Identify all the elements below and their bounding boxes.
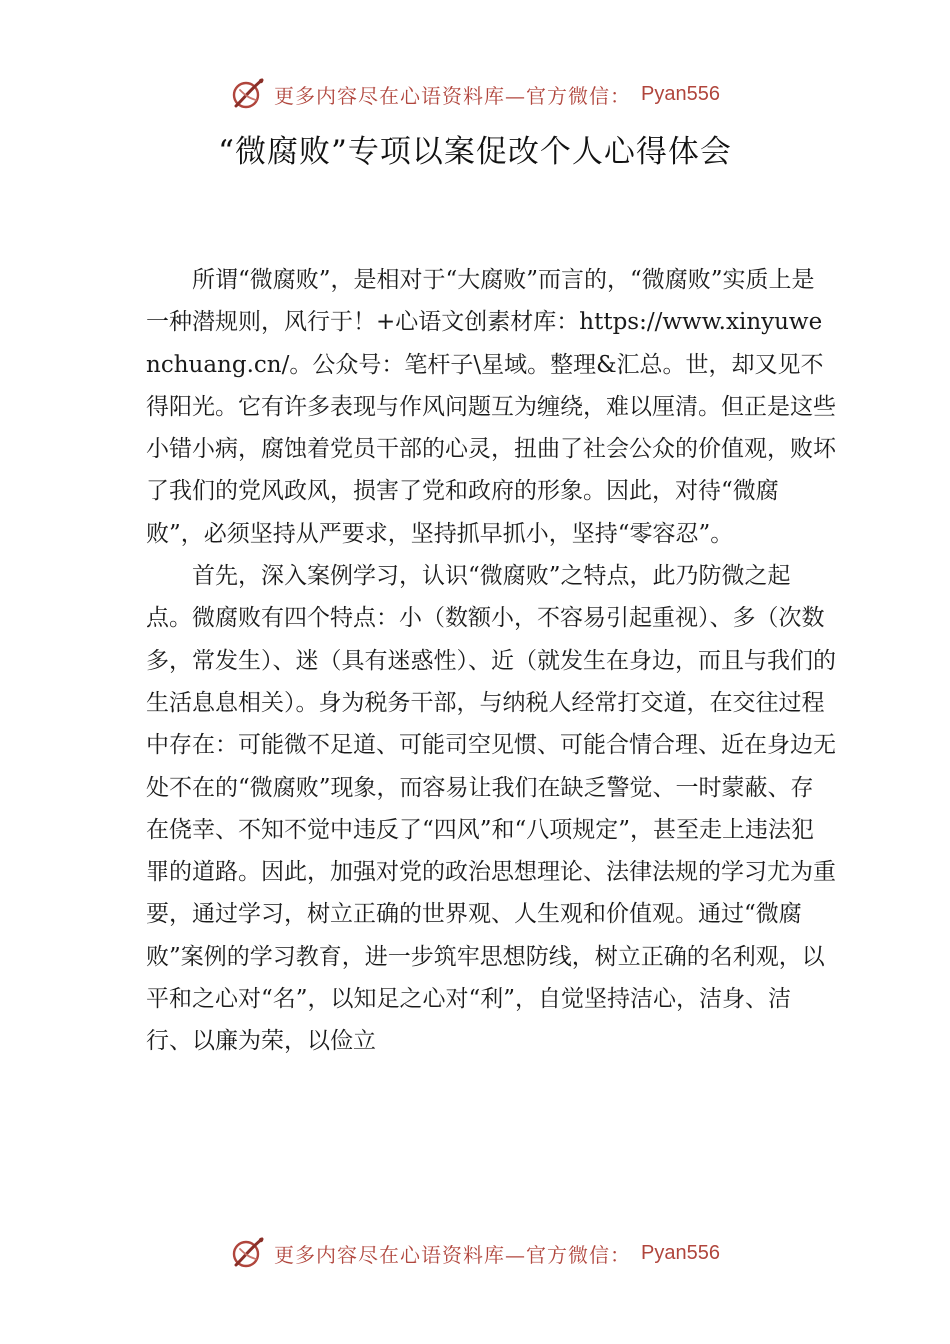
footer-wechat-id: Pyan556 bbox=[641, 1241, 720, 1264]
header-banner bbox=[0, 72, 950, 116]
brush-logo-icon bbox=[230, 76, 266, 112]
footer-banner-text: 更多内容尽在心语资料库—官方微信： bbox=[274, 1242, 632, 1267]
document-body bbox=[146, 259, 836, 1063]
brush-logo-icon bbox=[230, 1235, 266, 1271]
paragraph: 所谓“微腐败”，是相对于“大腐败”而言的，“微腐败”实质上是一种潜规则，风行于！+心语文创素材库：https://www.xinyuwenchuang.cn/。公众号：笔杆子\星域。整理&汇总。世，却又见不得阳光。它有许多表现与作风问题互为缠绕，难以厘清。但正是这些小错小病，腐蚀着党员干部的心灵，扭曲了社会公众的价值观，败坏了我们的党风政风，损害了党和政府的形象。因此，对待“微腐败”，必须坚持从严要求，坚持抓早抓小，坚持“零容忍”。 bbox=[146, 267, 836, 547]
paragraph: 首先，深入案例学习，认识“微腐败”之特点，此乃防微之起点。微腐败有四个特点：小（数额小，不容易引起重视）、多（次数多，常发生）、迷（具有迷惑性）、近（就发生在身边，而且与我们的生活息息相关）。身为税务干部，与纳税人经常打交道，在交往过程中存在：可能微不足道、可能司空见惯、可能合情合理、近在身边无处不在的“微腐败”现象，而容易让我们在缺乏警觉、一时蒙蔽、存在侥幸、不知不觉中违反了“四风”和“八项规定”，甚至走上违法犯罪的道路。因此，加强对党的政治思想理论、法律法规的学习尤为重要，通过学习，树立正确的世界观、人生观和价值观。通过“微腐败”案例的学习教育，进一步筑牢思想防线，树立正确的名利观，以平和之心对“名”，以知足之心对“利”，自觉坚持洁心，洁身、洁行、以廉为荣，以俭立 bbox=[146, 563, 836, 1055]
document-title: “微腐败”专项以案促改个人心得体会 bbox=[218, 134, 732, 170]
header-banner-content bbox=[230, 76, 720, 112]
header-banner-text: 更多内容尽在心语资料库—官方微信： bbox=[274, 83, 632, 108]
footer-banner-content bbox=[230, 1235, 720, 1271]
footer-banner bbox=[0, 1231, 950, 1275]
header-wechat-id: Pyan556 bbox=[641, 82, 720, 105]
